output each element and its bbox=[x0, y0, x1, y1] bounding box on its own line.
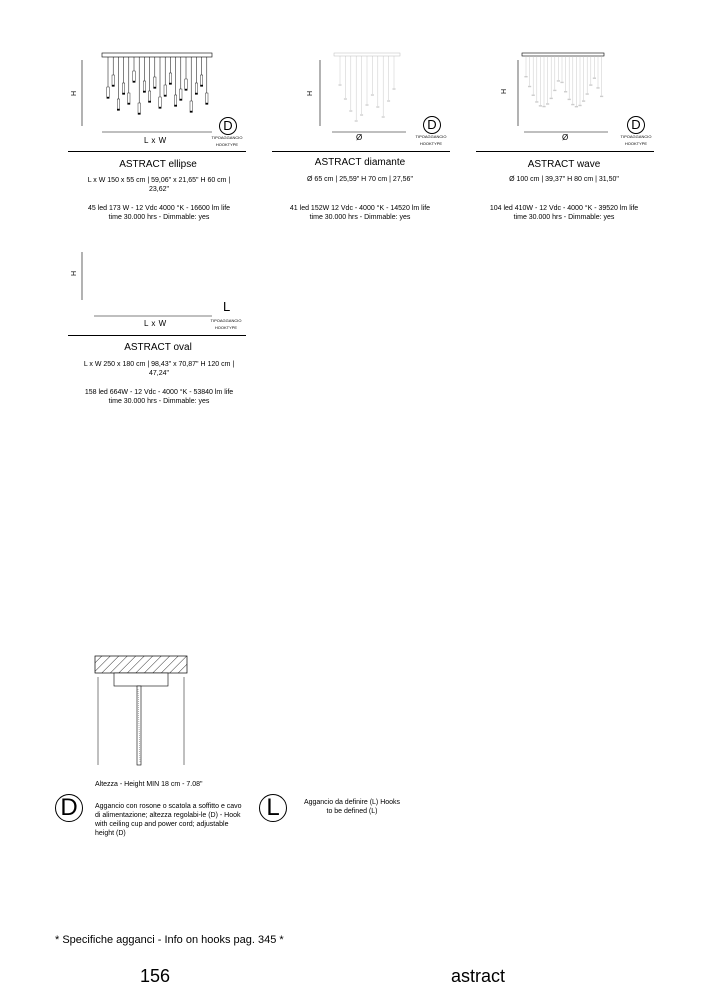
ellipse-rule bbox=[68, 151, 246, 152]
oval-name: ASTRACT oval bbox=[124, 342, 192, 353]
ellipse-specs: 45 led 173 W - 12 Vdc 4000 °K - 16600 lm life time 30.000 hrs - Dimmable: yes bbox=[87, 205, 231, 221]
oval-drawing bbox=[80, 250, 230, 320]
wave-hook-label-1: TIPOAGGANCIO bbox=[620, 134, 652, 139]
diamante-name: ASTRACT diamante bbox=[314, 157, 406, 168]
wave-hook-label-2: HOOKTYPE bbox=[624, 141, 648, 146]
ellipse-hook-label-1: TIPOAGGANCIO bbox=[211, 135, 243, 140]
collection-name: astract bbox=[451, 966, 506, 986]
hook-d-text: Aggancio con rosone o scatola a soffitto e cavo di alimentazione; altezza regolabi-le (D) - Hook with ceiling cup and power cord; adjustable height (D) bbox=[95, 803, 242, 837]
wave-width-label: Ø bbox=[562, 133, 569, 142]
oval-hook-label-2: HOOKTYPE bbox=[214, 325, 238, 330]
ellipse-height-label: H bbox=[71, 90, 79, 97]
wave-specs: 104 led 410W - 12 Vdc - 4000 °K - 39520 lm life time 30.000 hrs - Dimmable: yes bbox=[489, 205, 639, 221]
diamante-hook-badge: D bbox=[423, 116, 441, 134]
ellipse-name: ASTRACT ellipse bbox=[119, 159, 197, 170]
wave-dims: Ø 100 cm | 39,37" H 80 cm | 31,50" bbox=[509, 176, 619, 183]
wave-name: ASTRACT wave bbox=[527, 159, 601, 170]
ellipse-width-label: L x W bbox=[144, 136, 167, 145]
diamante-hook-label-1: TIPOAGGANCIO bbox=[415, 134, 447, 139]
oval-dims: L x W 250 x 180 cm | 98,43" x 70,87" H 120 cm | 47,24" bbox=[83, 361, 235, 377]
page-number: 156 bbox=[140, 966, 171, 986]
diamante-drawing bbox=[314, 48, 414, 140]
wave-drawing bbox=[510, 48, 610, 140]
diamante-width-label: Ø bbox=[356, 133, 363, 142]
diamante-hook-label-2: HOOKTYPE bbox=[419, 141, 443, 146]
hook-l-text: Aggancio da definire (L) Hooks to be defined (L) bbox=[303, 799, 401, 815]
oval-hook-label-1: TIPOAGGANCIO bbox=[210, 318, 242, 323]
ellipse-hook-label-2: HOOKTYPE bbox=[215, 142, 239, 147]
oval-hook-symbol: L bbox=[223, 299, 231, 314]
hook-detail-drawing bbox=[94, 655, 188, 767]
wave-height-label: H bbox=[501, 88, 509, 95]
ellipse-drawing bbox=[80, 48, 230, 140]
ellipse-hook-badge: D bbox=[219, 117, 237, 135]
hooks-footnote: * Specifiche agganci - Info on hooks pag. 345 * bbox=[55, 934, 284, 946]
oval-rule bbox=[68, 335, 246, 336]
oval-height-label: H bbox=[71, 270, 79, 277]
oval-width-label: L x W bbox=[144, 319, 167, 328]
hook-l-symbol: L bbox=[259, 794, 287, 822]
wave-hook-badge: D bbox=[627, 116, 645, 134]
ellipse-dims: L x W 150 x 55 cm | 59,06" x 21,65" H 60 cm | 23,62" bbox=[87, 177, 231, 193]
hook-height-caption: Altezza - Height MIN 18 cm - 7.08" bbox=[95, 781, 203, 788]
diamante-rule bbox=[272, 151, 450, 152]
hook-d-symbol: D bbox=[55, 794, 83, 822]
diamante-specs: 41 led 152W 12 Vdc - 4000 °K - 14520 lm life time 30.000 hrs - Dimmable: yes bbox=[289, 205, 431, 221]
diamante-height-label: H bbox=[307, 90, 315, 97]
oval-specs: 158 led 664W - 12 Vdc - 4000 °K - 53840 lm life time 30.000 hrs - Dimmable: yes bbox=[84, 389, 234, 405]
diamante-dims: Ø 65 cm | 25,59" H 70 cm | 27,56" bbox=[307, 176, 413, 183]
wave-rule bbox=[476, 151, 654, 152]
